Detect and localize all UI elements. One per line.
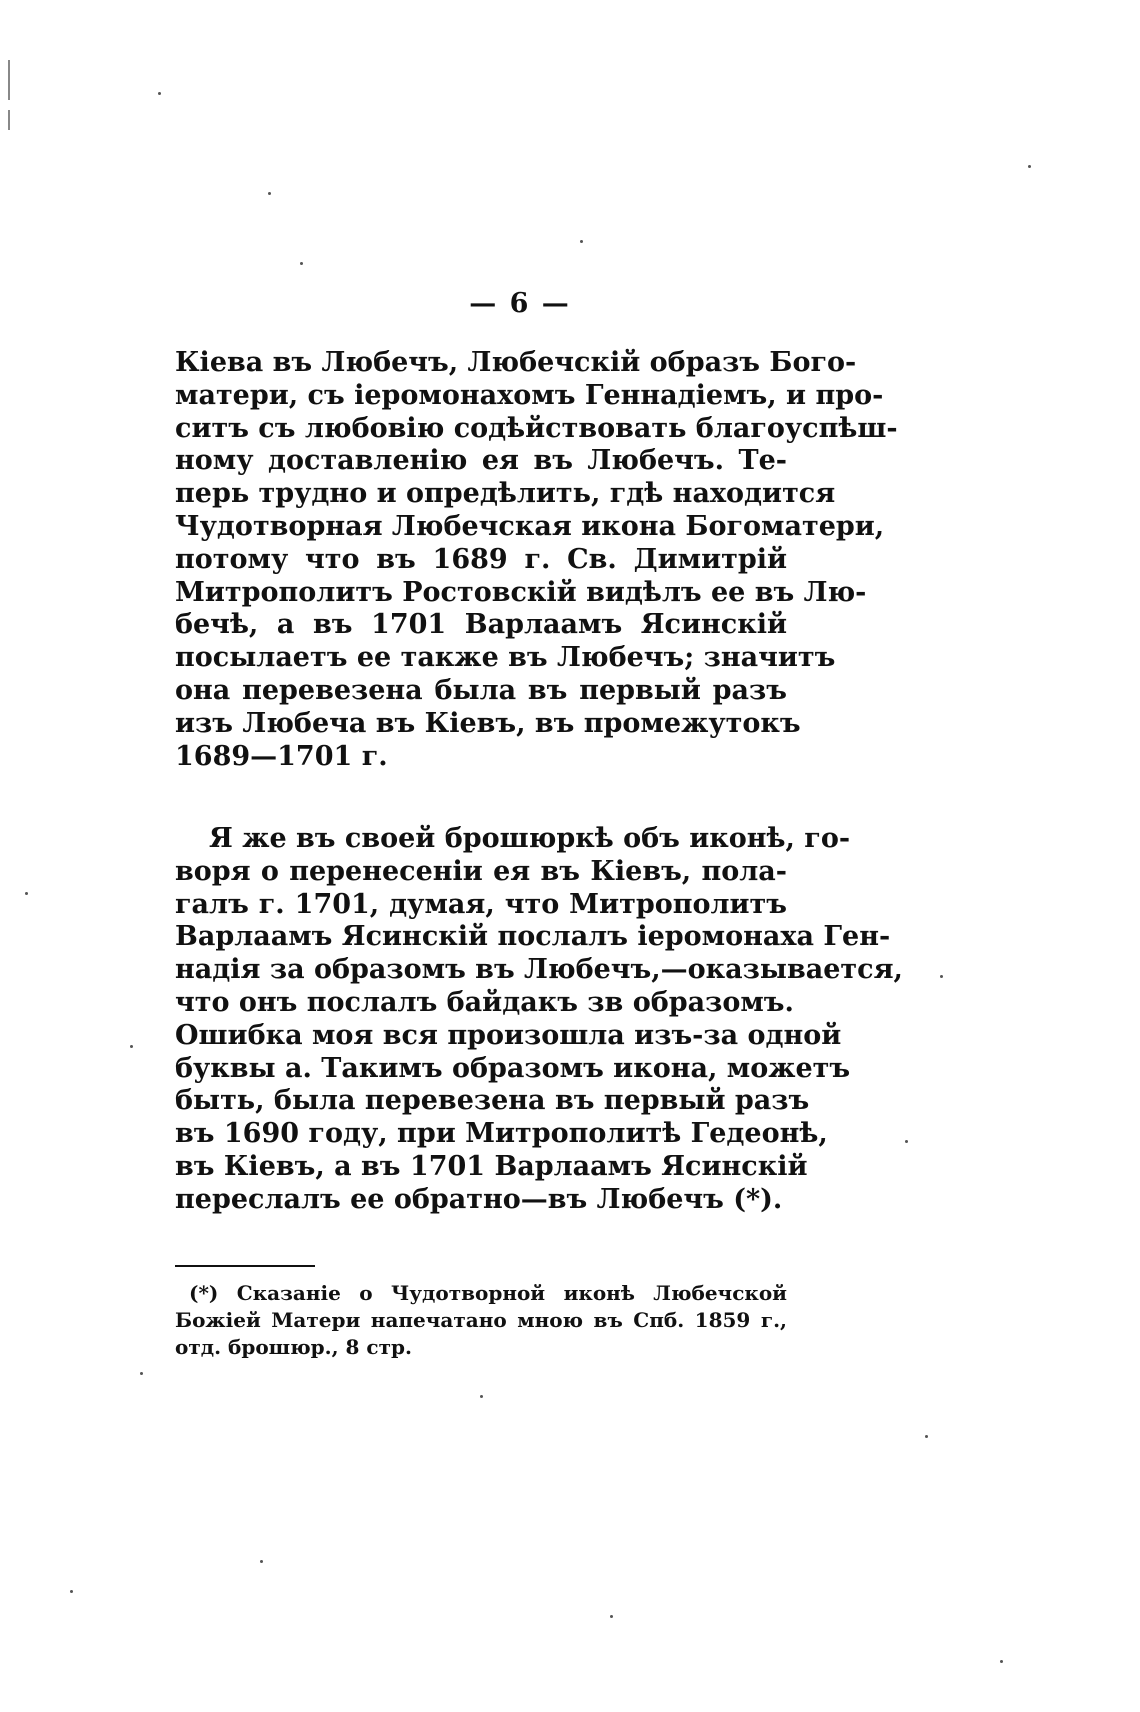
- text-line: буквы а. Такимъ образомъ икона, можетъ: [175, 1052, 851, 1084]
- scan-speck: [268, 192, 271, 195]
- text-line: въ 1690 году, при Митрополитѣ Гедеонѣ,: [175, 1118, 828, 1150]
- scan-speck: [158, 92, 161, 95]
- text-line: 1689—1701 г.: [175, 740, 388, 772]
- text-line: перь трудно и опредѣлить, гдѣ находится: [175, 478, 836, 510]
- text-line: матери, съ іеромонахомъ Геннадіемъ, и про-: [175, 379, 884, 411]
- scan-speck: [1028, 165, 1031, 168]
- scan-speck: [300, 262, 303, 265]
- scan-speck: [130, 1045, 133, 1048]
- text-line: Ошибка моя вся произошла изъ-за одной: [175, 1019, 842, 1051]
- footnote-line: Божіей Матери напечатано мною въ Спб. 1859 г.,: [175, 1308, 787, 1332]
- scan-edge-mark: [8, 110, 10, 130]
- text-line: изъ Любеча въ Кіевъ, въ промежутокъ: [175, 707, 801, 739]
- scan-speck: [1000, 1660, 1003, 1663]
- scan-speck: [925, 1435, 928, 1438]
- text-line: въ Кіевъ, а въ 1701 Варлаамъ Ясинскій: [175, 1150, 808, 1182]
- scan-speck: [260, 1560, 263, 1563]
- text-line: быть, была перевезена въ первый разъ: [175, 1085, 810, 1117]
- footnote-line: (*) Сказаніе о Чудотворной иконѣ Любечской: [189, 1281, 787, 1305]
- text-line: Кіева въ Любечъ, Любечскій образъ Бого-: [175, 347, 857, 378]
- text-line: она перевезена была въ первый разъ: [175, 674, 787, 706]
- text-line: ному доставленію ея въ Любечъ. Те-: [175, 445, 787, 477]
- text-line: Варлаамъ Ясинскій послалъ іеромонаха Ген-: [175, 921, 891, 953]
- text-line: посылаетъ ее также въ Любечъ; значитъ: [175, 642, 836, 674]
- scan-speck: [580, 240, 583, 243]
- text-line: галъ г. 1701, думая, что Митрополитъ: [175, 888, 787, 920]
- scan-speck: [70, 1590, 73, 1593]
- text-line: потому что въ 1689 г. Св. Димитрій: [175, 543, 787, 575]
- text-line: Митрополитъ Ростовскій видѣлъ ее въ Лю-: [175, 576, 867, 608]
- footnote: [175, 1280, 787, 1361]
- scan-speck: [480, 1395, 483, 1398]
- text-line: переслалъ ее обратно—въ Любечъ (*).: [175, 1183, 783, 1215]
- paragraph-2: [175, 823, 903, 1217]
- text-line: бечѣ, а въ 1701 Варлаамъ Ясинскій: [175, 609, 787, 641]
- text-line: что онъ послалъ байдакъ зв образомъ.: [175, 986, 794, 1018]
- text-line: Я же въ своей брошюркѣ объ иконѣ, го-: [209, 823, 851, 854]
- footnote-line: отд. брошюр., 8 стр.: [175, 1335, 412, 1359]
- text-line: воря о перенесеніи ея въ Кіевъ, пола-: [175, 855, 787, 887]
- paragraph-1: [175, 347, 898, 773]
- scan-speck: [25, 892, 28, 895]
- page-number: — 6 —: [469, 288, 571, 319]
- scan-speck: [940, 975, 943, 978]
- scan-speck: [140, 1372, 143, 1375]
- text-line: Чудотворная Любечская икона Богоматери,: [175, 510, 885, 542]
- text-line: надія за образомъ въ Любечъ,—оказывается,: [175, 954, 903, 986]
- scan-speck: [905, 1140, 908, 1143]
- text-line: ситъ съ любовію содѣйствовать благоуспѣш-: [175, 412, 898, 444]
- footnote-divider: [175, 1265, 315, 1267]
- scan-speck: [610, 1615, 613, 1618]
- scan-edge-mark: [8, 60, 10, 100]
